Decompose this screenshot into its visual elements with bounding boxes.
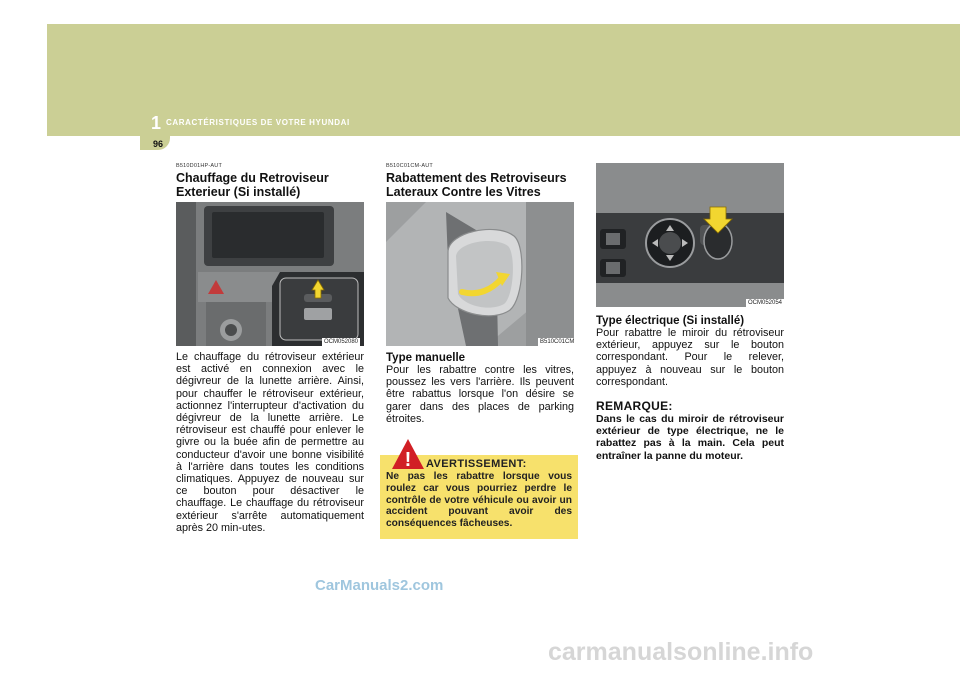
- chapter-number: 1: [151, 113, 162, 133]
- page-number: 96: [153, 139, 164, 149]
- warning-box: [380, 449, 578, 539]
- subtitle: Type électrique (Si installé): [596, 315, 745, 327]
- note-body: Dans le cas du miroir de rétroviseur extérieur de type électrique, ne le rabattez pas à la main. Cela peut entraîner la panne du moteur.: [596, 413, 784, 462]
- photo-code-label: OCM052080: [324, 339, 359, 345]
- section-code: B510C01CM-AUT: [386, 163, 433, 169]
- section-folding-mirrors: [386, 163, 574, 199]
- dashboard-photo: [176, 202, 364, 346]
- mirror-photo: [386, 202, 574, 346]
- chapter-title: CARACTÉRISTIQUES DE VOTRE HYUNDAI: [166, 118, 350, 127]
- watermark-carmanualsonline[interactable]: carmanualsonline.info: [548, 638, 814, 666]
- section-heated-mirror: [176, 163, 364, 199]
- warning-title: AVERTISSEMENT:: [426, 458, 527, 470]
- electric-type-description: Pour rabattre le miroir du rétroviseur extérieur, appuyez sur le bouton correspondant. Pour le relever, appuyez à nouveau sur le bouton correspondant.: [596, 327, 784, 388]
- manual-type-description: Pour les rabattre contre les vitres, poussez les vers l'arrière. Ils peuvent être rabattus lorsque l'on désire se garer dans des places de parking étroites.: [386, 364, 574, 425]
- section-title: Rabattement des Retroviseurs Lateraux Contre les Vitres: [386, 171, 567, 199]
- heated-mirror-description: Le chauffage du rétroviseur extérieur est activé en connexion avec le dégivreur de la lunette arrière. Ainsi, pour chauffer le rétroviseur extérieur, actionnez l'interrupteur d'activation du dégivreur de la lunette arrière. Le rétroviseur est chauffé pour enlever le givre ou la buée afin de permettre au conducteur d'avoir une bonne visibilité à l'arrière dans toutes les conditions climatiques. Appuyez de nouveau sur ce bouton pour désactiver le chauffage. Le chauffage du rétroviseur extérieur s'arrête automatiquement après 20 min-utes.: [176, 351, 364, 534]
- switch-panel-photo: [596, 163, 784, 307]
- svg-text:!: !: [404, 449, 412, 471]
- subtitle: Type manuelle: [386, 352, 466, 364]
- section-code: B510D01HP-AUT: [176, 163, 223, 169]
- electric-type-section: [596, 315, 784, 462]
- warning-triangle-icon: [390, 437, 426, 471]
- watermark-carmanuals2[interactable]: CarManuals2.com: [315, 577, 444, 594]
- note-title: REMARQUE:: [596, 399, 673, 414]
- warning-body: Ne pas les rabattre lorsque vous roulez car vous pourriez perdre le contrôle de votre véhicule ou avoir un accident pouvant avoir des conséquences fâcheuses.: [386, 471, 572, 530]
- photo-code-label: OCM052054: [748, 300, 783, 306]
- section-title: Chauffage du Retroviseur Exterieur (Si installé): [176, 171, 329, 199]
- photo-code-label: B510C01CM: [540, 339, 575, 345]
- manual-type-section: [386, 352, 574, 425]
